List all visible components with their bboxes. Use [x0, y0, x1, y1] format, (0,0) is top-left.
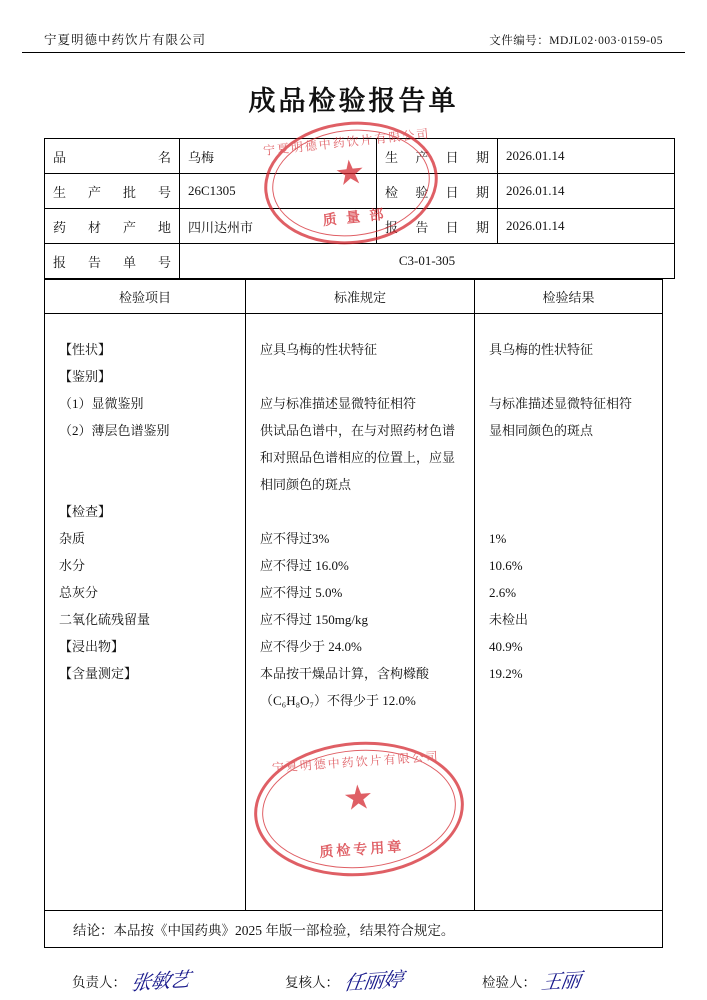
item-cell: 【浸出物】 [59, 639, 125, 654]
item-cell: 总灰分 [59, 585, 99, 600]
result-cell: 1% [489, 531, 507, 546]
standard-cell: 应不得过3% [260, 531, 330, 546]
item-cell: 【鉴别】 [59, 369, 112, 384]
items-column [45, 314, 246, 911]
document-header [22, 30, 685, 53]
spacer [59, 320, 235, 336]
item-cell: 二氧化硫残留量 [59, 612, 151, 627]
company-name: 宁夏明德中药饮片有限公司 [44, 33, 207, 47]
result-cell [489, 471, 652, 498]
column-header-item: 检验项目 [45, 280, 246, 314]
results-body-row [45, 314, 663, 911]
standard-cell: 供试品色谱中，在与对照药材色谱 [260, 423, 456, 438]
signature-manager [72, 962, 191, 995]
signature-name: 张敏艺 [129, 969, 191, 995]
product-name-label: 品 名 [45, 139, 180, 174]
standard-cell: 应不得过 150mg/kg [260, 612, 368, 627]
item-cell: （2）薄层色谱鉴别 [59, 423, 170, 438]
item-cell: （1）显微鉴别 [59, 396, 144, 411]
stamp-bottom-text: 质检专用章 [318, 839, 405, 861]
table-row [45, 139, 675, 174]
inspect-date-value: 2026.01.14 [498, 174, 675, 209]
production-date-label: 生产日期 [377, 139, 498, 174]
origin-label: 药材产地 [45, 209, 180, 244]
signature-reviewer [285, 962, 404, 995]
result-cell [489, 687, 652, 714]
signature-label: 复核人： [285, 975, 339, 990]
result-cell: 与标准描述显微特征相符 [489, 396, 633, 411]
result-cell: 未检出 [489, 612, 529, 627]
signature-inspector [482, 962, 582, 995]
spacer [260, 320, 464, 336]
table-row [45, 244, 675, 279]
result-cell: 显相同颜色的斑点 [489, 423, 594, 438]
standard-cell: 本品按干燥品计算，含枸橼酸 [260, 666, 430, 681]
result-blank-area [489, 714, 652, 904]
result-cell: 2.6% [489, 585, 517, 600]
standard-cell: 应不得过 5.0% [260, 585, 343, 600]
result-cell: 19.2% [489, 666, 523, 681]
item-cell: 【含量测定】 [59, 666, 138, 681]
batch-label: 生产批号 [45, 174, 180, 209]
report-date-label: 报告日期 [377, 209, 498, 244]
report-no-value: C3-01-305 [180, 244, 675, 279]
standard-cell: 应不得少于 24.0% [260, 639, 362, 654]
column-header-standard: 标准规定 [246, 280, 475, 314]
stamp-bottom-text: 质 量 部 [321, 207, 387, 230]
star-icon: ★ [332, 153, 367, 194]
item-cell: 水分 [59, 558, 86, 573]
batch-value: 26C1305 [180, 174, 377, 209]
standard-cell: 应与标准描述显微特征相符 [260, 396, 417, 411]
standard-cell [260, 363, 464, 390]
result-cell: 40.9% [489, 639, 523, 654]
table-row [45, 209, 675, 244]
result-column [475, 314, 663, 911]
item-cell: 【性状】 [59, 342, 112, 357]
signature-name: 任丽婷 [342, 969, 404, 995]
standard-cell: 应具乌梅的性状特征 [260, 342, 378, 357]
result-cell: 具乌梅的性状特征 [489, 342, 594, 357]
item-cell: 杂质 [59, 531, 86, 546]
standard-cell: 相同颜色的斑点 [260, 477, 352, 492]
signature-name: 王丽 [539, 969, 582, 995]
item-cell [59, 444, 235, 471]
standard-blank-area [260, 714, 464, 904]
stamp-arc-text: 宁夏明德中药饮片有限公司 [270, 749, 440, 775]
standard-cell [260, 498, 464, 525]
standard-cell: 应不得过 16.0% [260, 558, 349, 573]
signature-label: 检验人： [482, 975, 536, 990]
result-cell [489, 363, 652, 390]
inspect-date-label: 检验日期 [377, 174, 498, 209]
stamp-arc-text: 宁夏明德中药饮片有限公司 [261, 126, 431, 158]
result-cell [489, 498, 652, 525]
report-no-label: 报告单号 [45, 244, 180, 279]
items-blank-area [59, 714, 235, 904]
spacer [489, 320, 652, 336]
result-cell: 10.6% [489, 558, 523, 573]
results-table [44, 279, 663, 911]
document-number: 文件编号：MDJL02·003·0159-05 [489, 35, 663, 47]
production-date-value: 2026.01.14 [498, 139, 675, 174]
origin-value: 四川达州市 [180, 209, 377, 244]
product-name-value: 乌梅 [180, 139, 377, 174]
conclusion: 结论：本品按《中国药典》2025 年版一部检验，结果符合规定。 [44, 911, 663, 948]
report-date-value: 2026.01.14 [498, 209, 675, 244]
item-cell [59, 471, 235, 498]
signature-row [44, 962, 663, 995]
standard-cell: （C₆H₈O₇）不得少于 12.0% [260, 693, 416, 708]
column-header-result: 检验结果 [475, 280, 663, 314]
info-table [44, 138, 675, 279]
results-header-row [45, 280, 663, 314]
signature-label: 负责人： [72, 975, 126, 990]
standard-column [246, 314, 475, 911]
page-title: 成品检验报告单 [248, 86, 459, 116]
result-cell [489, 444, 652, 471]
item-cell: 【检查】 [59, 504, 112, 519]
table-row [45, 174, 675, 209]
star-icon: ★ [341, 778, 375, 818]
item-cell [59, 687, 235, 714]
standard-cell: 和对照品色谱相应的位置上，应显 [260, 450, 456, 465]
